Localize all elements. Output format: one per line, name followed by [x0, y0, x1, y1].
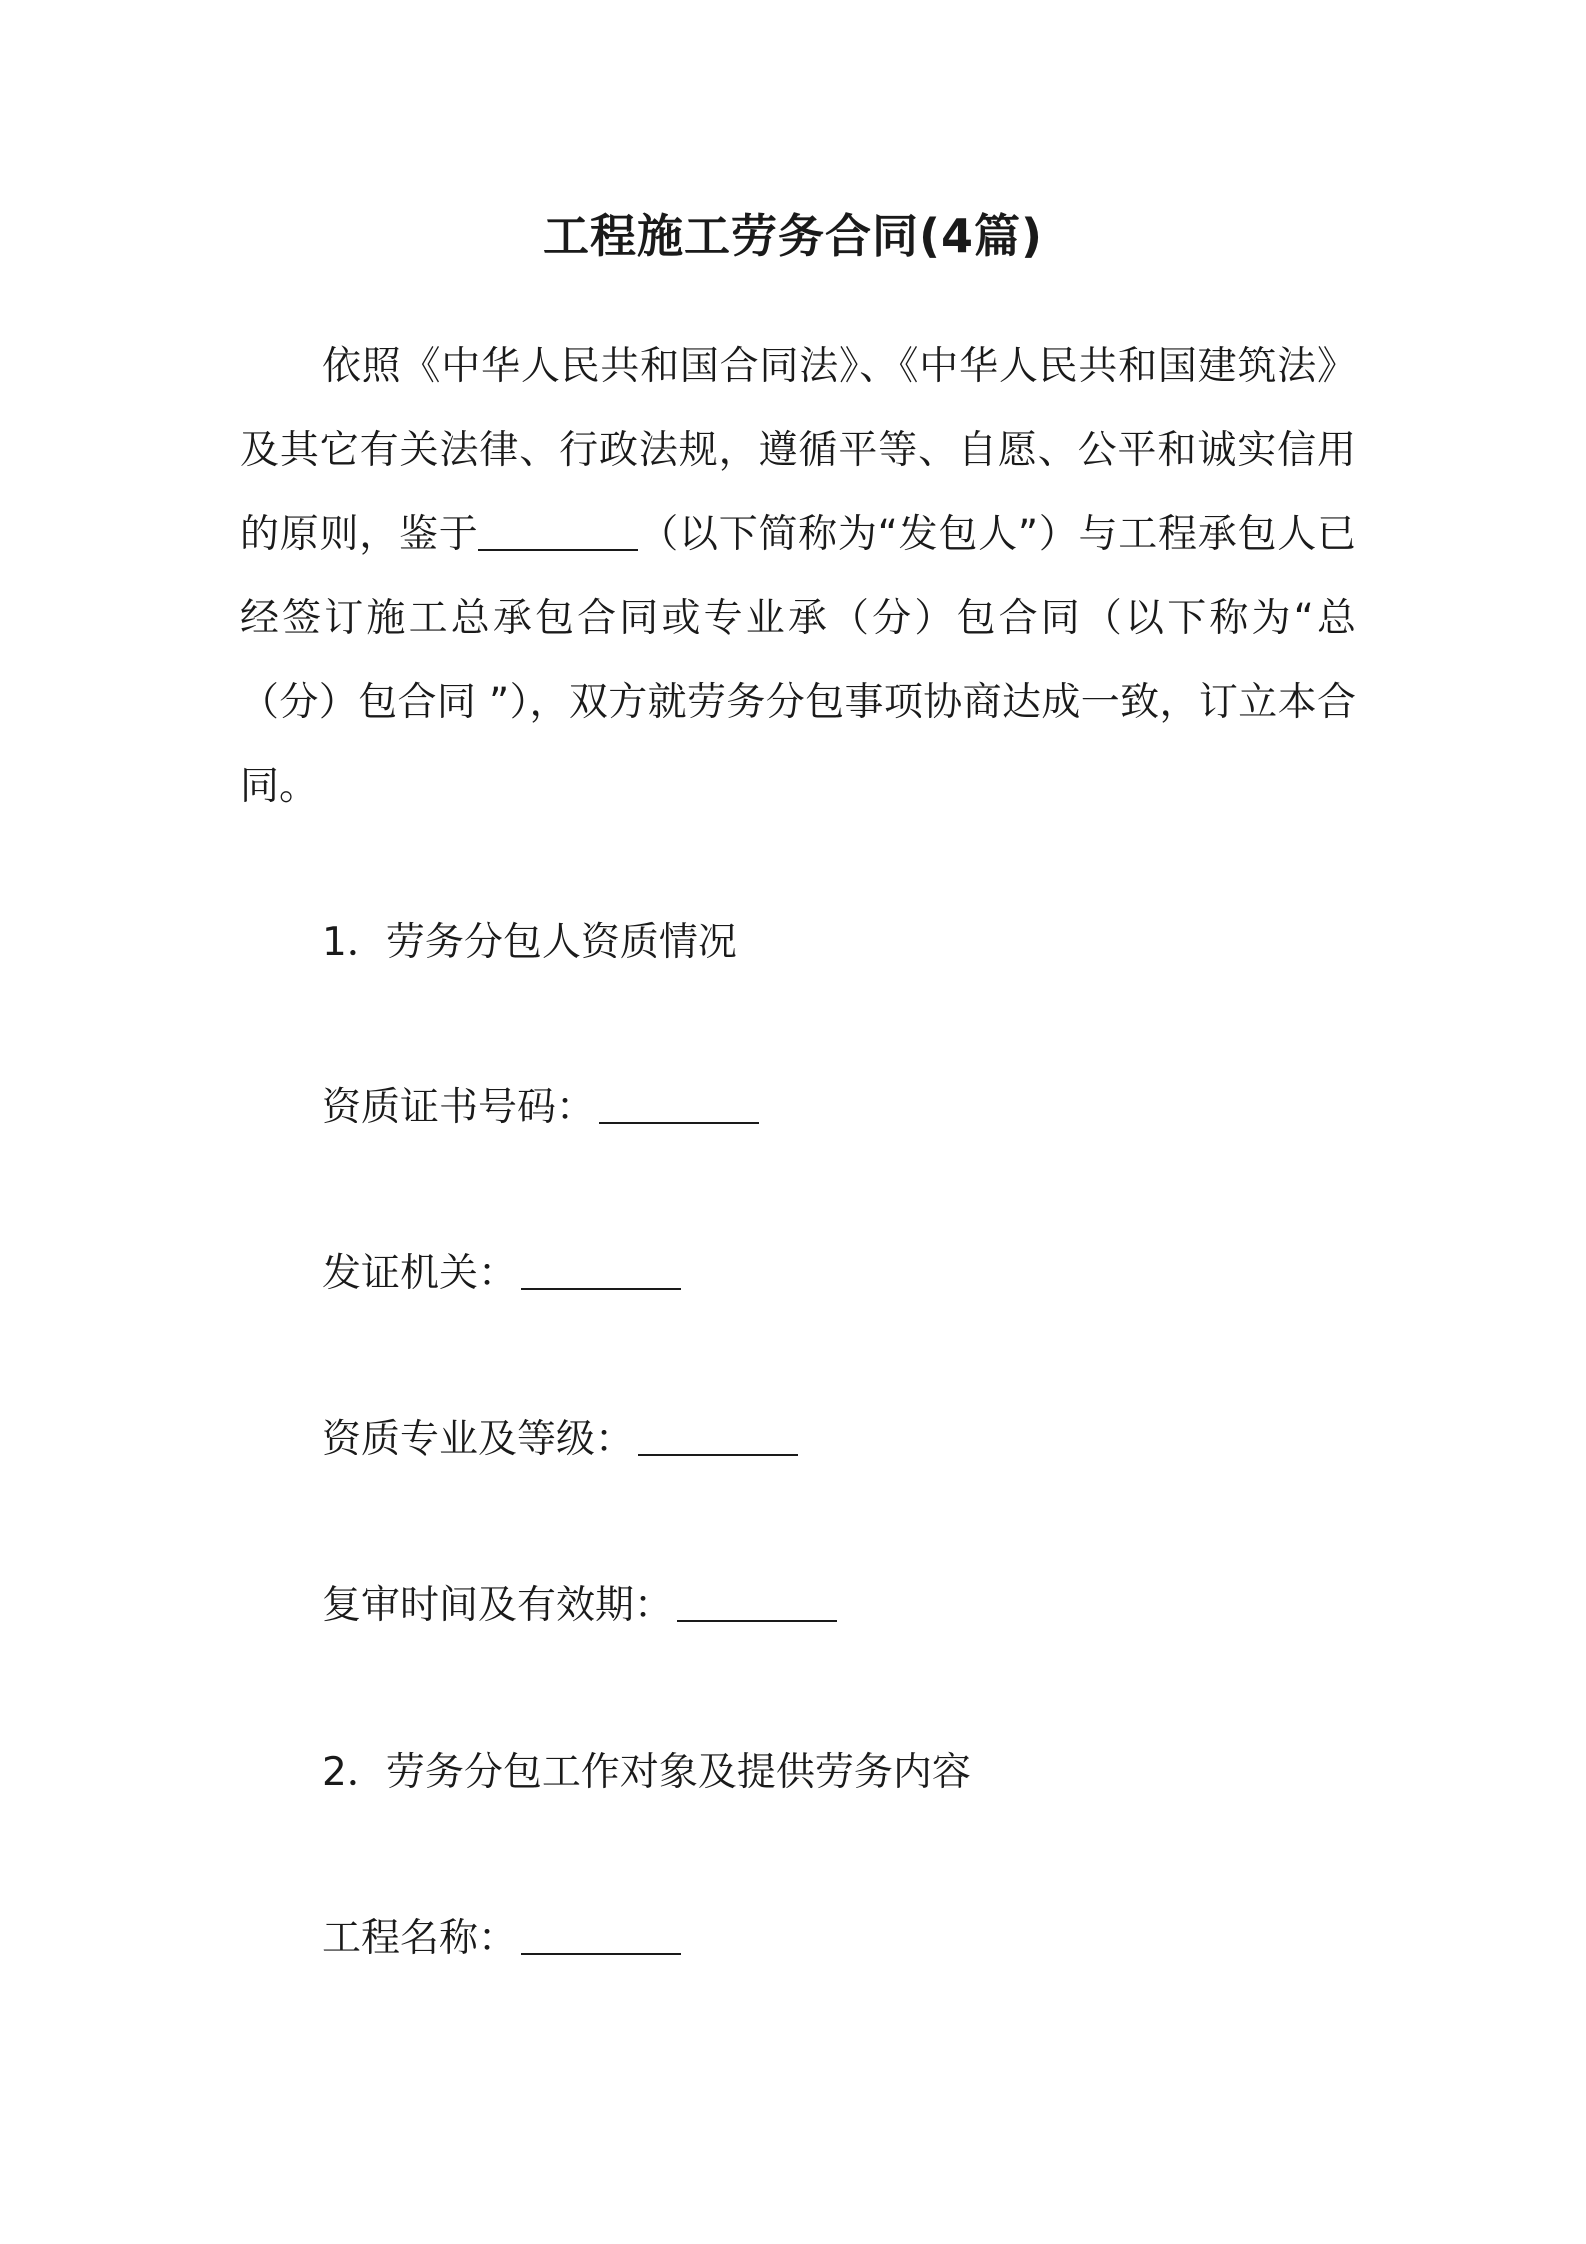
section-1-heading: 1．劳务分包人资质情况: [322, 920, 737, 965]
field-review-validity: [322, 1578, 837, 1634]
intro-text-2: （以下简称为“发包人”）与工程承包人已经签订施工总承包合同或专业承（分）包合同（以下称为“总（分）包合同 ”），双方就劳务分包事项协商达成一致，订立本合同。: [240, 512, 1356, 809]
section-2-heading: 2．劳务分包工作对象及提供劳务内容: [322, 1750, 971, 1795]
field-label: 发证机关：: [322, 1251, 518, 1296]
field-cert-number: [322, 1080, 759, 1136]
field-label: 资质专业及等级：: [322, 1417, 635, 1462]
field-blank: [638, 1415, 798, 1456]
employer-blank: [478, 510, 638, 551]
document-title: 工程施工劳务合同(4篇): [542, 209, 1044, 263]
field-qualification-level: [322, 1412, 798, 1468]
field-blank: [599, 1083, 759, 1124]
field-blank: [677, 1581, 837, 1622]
intro-paragraph: [240, 325, 1356, 829]
field-issuing-authority: [322, 1246, 681, 1302]
field-label: 工程名称：: [322, 1916, 518, 1961]
field-label: 资质证书号码：: [322, 1085, 596, 1130]
field-project-name: [322, 1911, 681, 1967]
field-label: 复审时间及有效期：: [322, 1583, 674, 1628]
field-blank: [521, 1914, 681, 1955]
intro-text-1: 依照《中华人民共和国合同法》、《中华人民共和国建筑法》及其它有关法律、行政法规，遵循平等、自愿、公平和诚实信用的原则，鉴于: [240, 344, 1356, 557]
field-blank: [521, 1249, 681, 1290]
